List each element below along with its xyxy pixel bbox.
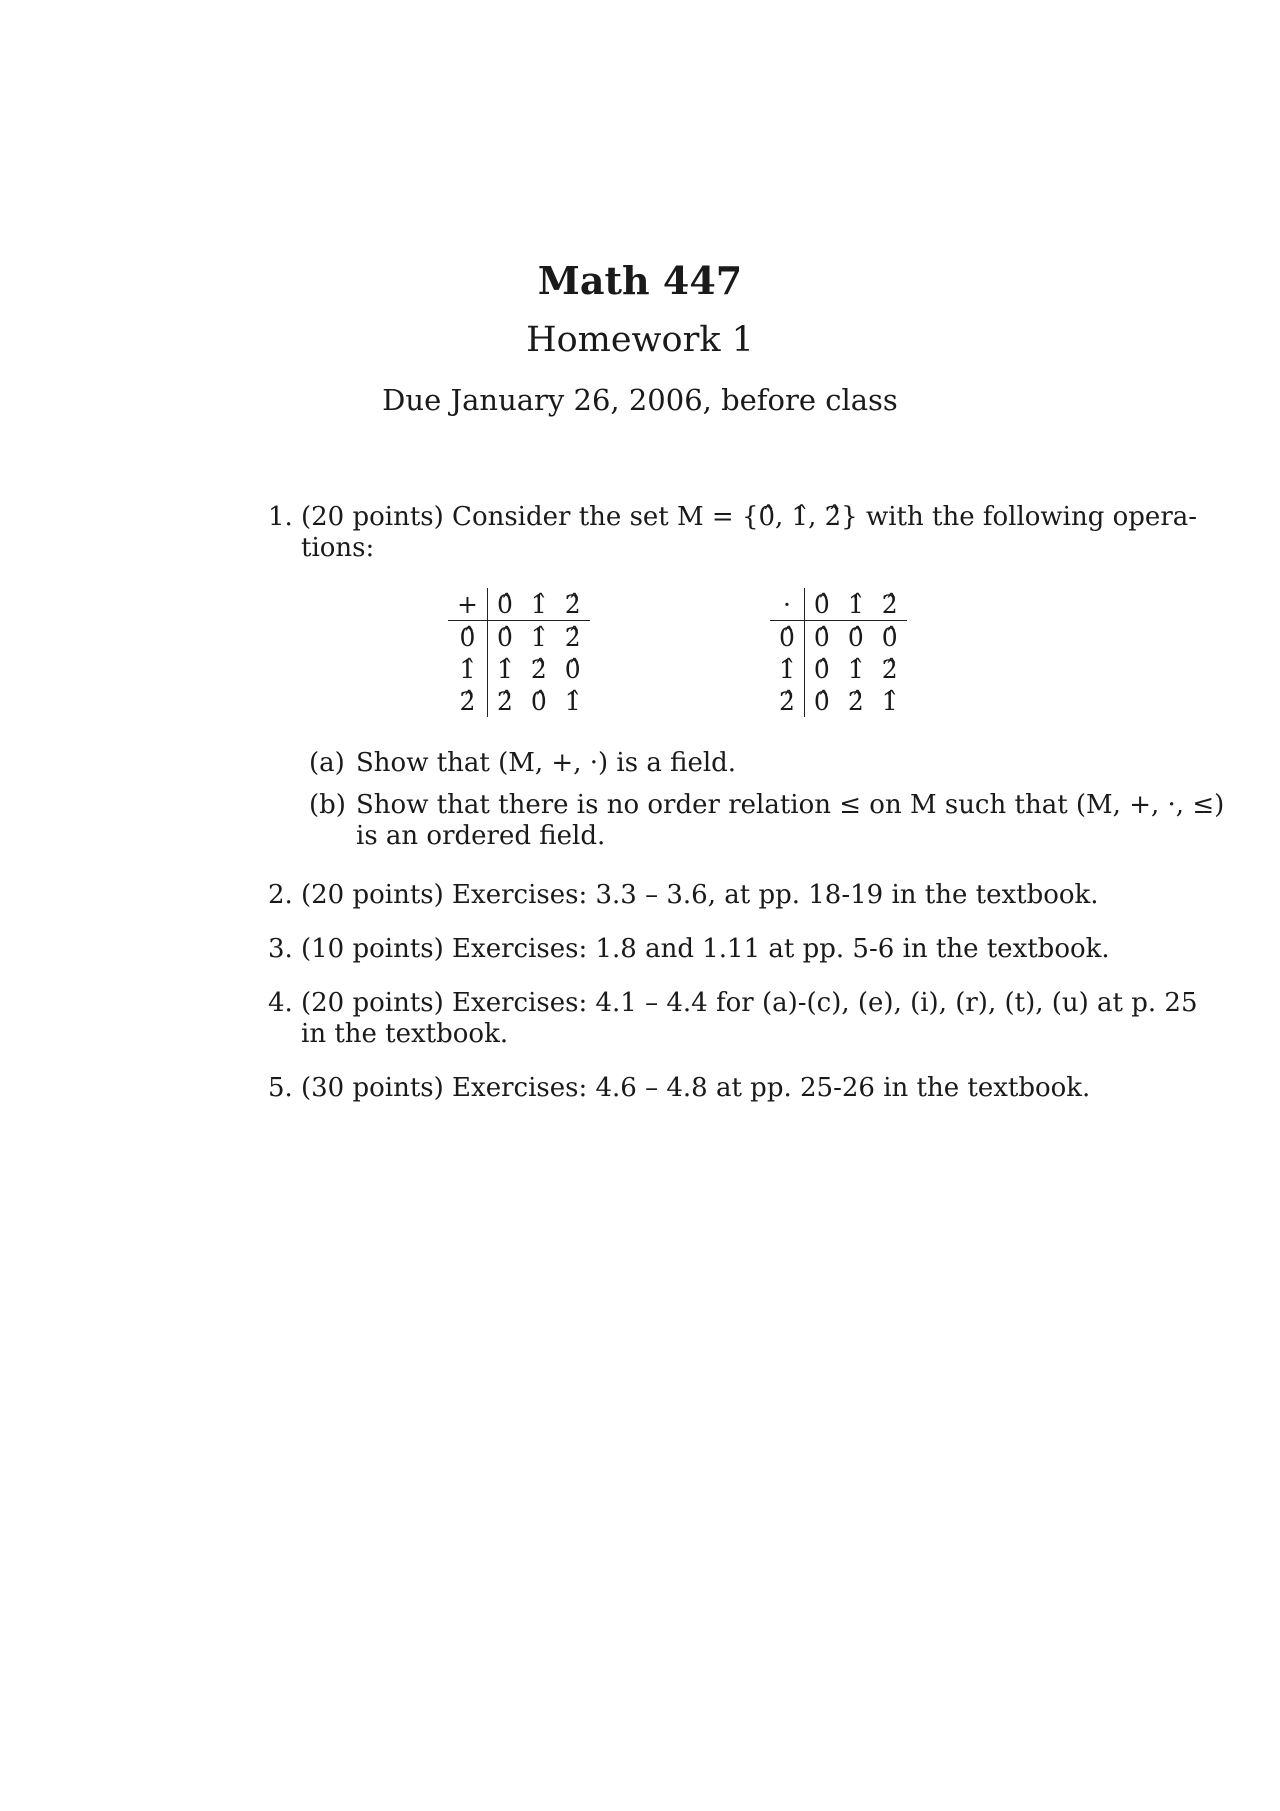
- table-header-cell: 2̂: [556, 588, 590, 621]
- problem-text-cont: in the textbook.: [301, 1019, 509, 1049]
- problem-text: (10 points) Exercises: 1.8 and 1.11 at pp. 5-6 in the textbook.: [301, 934, 1110, 964]
- part-label: (a): [309, 748, 345, 778]
- part-text: Show that there is no order relation ≤ on M such that (M, +, ·, ≤): [356, 790, 1225, 820]
- table-header-cell: 1̂: [522, 588, 556, 621]
- course-title: Math 447: [537, 258, 743, 303]
- table-cell: 0̂: [847, 622, 864, 652]
- part-text: Show that (M, +, ·) is a field.: [356, 748, 737, 778]
- table-cell: 1̂: [530, 622, 547, 652]
- problem-text: (20 points) Exercises: 3.3 – 3.6, at pp. 18-19 in the textbook.: [301, 880, 1099, 910]
- table-cell: 2̂: [847, 686, 864, 716]
- part-text-cont: is an ordered field.: [356, 821, 606, 851]
- table-corner: +: [448, 588, 487, 621]
- table-cell: 0̂: [813, 654, 830, 684]
- table-row-header: 2̂: [770, 685, 804, 717]
- table-corner: ·: [770, 588, 804, 621]
- table-cell: 0̂: [881, 622, 898, 652]
- problem-text: (20 points) Exercises: 4.1 – 4.4 for (a)-(c), (e), (i), (r), (t), (u) at p. 25: [301, 988, 1198, 1018]
- problem-text: (30 points) Exercises: 4.6 – 4.8 at pp. 25-26 in the textbook.: [301, 1073, 1091, 1103]
- table-cell: 0̂: [496, 622, 513, 652]
- table-cell: 2̂: [496, 686, 513, 716]
- table-cell: 1̂: [564, 686, 581, 716]
- table-row-header: 1̂: [770, 653, 804, 685]
- table-header-cell: 0̂: [804, 588, 838, 621]
- table-cell: 2̂: [530, 654, 547, 684]
- part-label: (b): [309, 790, 346, 820]
- table-header-cell: 0̂: [487, 588, 521, 621]
- table-cell: 1̂: [847, 654, 864, 684]
- table-header-cell: 2̂: [873, 588, 907, 621]
- table-row-header: 0̂: [770, 621, 804, 654]
- table-cell: 0̂: [564, 654, 581, 684]
- table-row-header: 0̂: [448, 621, 487, 654]
- table-cell: 0̂: [530, 686, 547, 716]
- addition-table: [448, 588, 590, 717]
- table-cell: 0̂: [813, 622, 830, 652]
- assignment-title: Homework 1: [526, 320, 754, 360]
- due-date: Due January 26, 2006, before class: [382, 383, 898, 417]
- table-cell: 2̂: [564, 622, 581, 652]
- table-cell: 1̂: [496, 654, 513, 684]
- problem-1-line-1: (20 points) Consider the set M = {0̂, 1̂, 2̂} with the following opera-: [301, 502, 1198, 532]
- table-cell: 1̂: [881, 686, 898, 716]
- problem-1-line-2: tions:: [301, 533, 375, 563]
- table-cell: 2̂: [881, 654, 898, 684]
- table-row-header: 2̂: [448, 685, 487, 717]
- problem-number: 5.: [268, 1073, 293, 1103]
- problem-number: 3.: [268, 934, 293, 964]
- problem-number: 4.: [268, 988, 293, 1018]
- problem-number: 1.: [268, 502, 293, 532]
- problem-number: 2.: [268, 880, 293, 910]
- multiplication-table: [770, 588, 907, 717]
- table-header-cell: 1̂: [839, 588, 873, 621]
- table-row-header: 1̂: [448, 653, 487, 685]
- table-cell: 0̂: [813, 686, 830, 716]
